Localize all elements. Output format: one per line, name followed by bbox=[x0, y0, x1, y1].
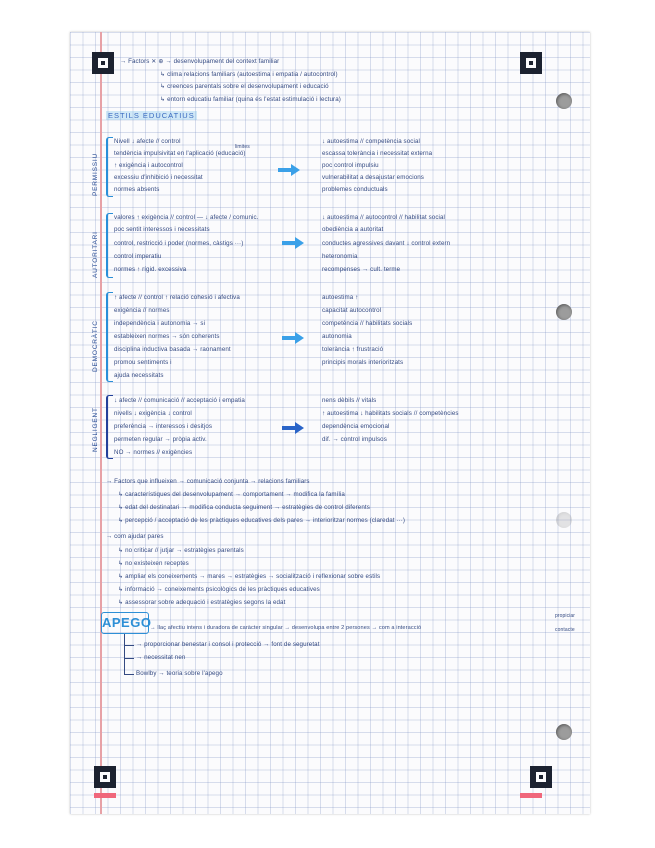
permissiu-left-3: ↑ exigència i autocontrol bbox=[114, 162, 183, 169]
apego-side-note-top: propiciar bbox=[555, 613, 576, 619]
democratic-right-1: autoestima ↑ bbox=[322, 294, 359, 301]
pink-bar-left bbox=[94, 793, 116, 798]
arrow-right-icon bbox=[282, 422, 304, 434]
apego-branch-3: Bowlby → teoria sobre l'apego bbox=[136, 670, 223, 677]
bracket-democratic bbox=[106, 292, 113, 382]
corner-mark-top-left bbox=[92, 52, 114, 74]
style-label-autoritari: AUTORITARI bbox=[92, 231, 99, 278]
autoritari-right-3: conductes agressives davant ↓ control extern bbox=[322, 240, 451, 247]
arrow-right-icon bbox=[282, 332, 304, 344]
autoritari-right-4: heteronomia bbox=[322, 253, 358, 260]
apego-box: APEGO bbox=[101, 612, 149, 634]
header-line-3: ↳ creences parentals sobre el desenvolupament i educació bbox=[160, 83, 329, 90]
negligent-left-1: ↓ afecte // comunicació // acceptació i empatia bbox=[114, 397, 245, 404]
apego-definition: → llaç afectiu intens i duradora de caràcter singular → desenvolupa entre 2 persones → com a interacció bbox=[150, 625, 422, 631]
negligent-right-2: ↑ autoestima ↓ habilitats socials // competències bbox=[322, 410, 459, 417]
corner-mark-top-right bbox=[520, 52, 542, 74]
factors-line-1: → Factors que influeixen → comunicació conjunta → relacions familiars bbox=[106, 478, 310, 485]
arrow-right-icon bbox=[282, 237, 304, 249]
democratic-left-5: disciplina inductiva basada → raonament bbox=[114, 346, 231, 353]
negligent-right-1: nens dèbils // vitals bbox=[322, 397, 377, 404]
header-line-1: → Factors ✕ ⊕ → desenvolupament del context familiar bbox=[120, 58, 280, 65]
apego-tree-line bbox=[124, 634, 125, 675]
header-line-4: ↳ entorn educatiu familiar (quina és l'estat estimulació i lectura) bbox=[160, 96, 341, 103]
permissiu-right-3: poc control impulsiu bbox=[322, 162, 379, 169]
negligent-right-4: dif. → control impulsos bbox=[322, 436, 387, 443]
parents-item-4: ↳ informació → coneixements psicològics de les pràctiques educatives bbox=[118, 586, 320, 593]
democratic-right-4: autonomia bbox=[322, 333, 352, 340]
autoritari-right-1: ↓ autoestima // autocontrol // habilitat social bbox=[322, 214, 446, 221]
democratic-left-6: promou sentiments i bbox=[114, 359, 172, 366]
apego-side-note-bottom: contacte bbox=[555, 627, 575, 633]
parents-item-2: ↳ no existeixen receptes bbox=[118, 560, 189, 567]
margin-line bbox=[100, 32, 102, 814]
autoritari-left-5: normes ↑ rígid. excessiva bbox=[114, 266, 187, 273]
style-label-democratic: DEMOCRÀTIC bbox=[92, 320, 99, 372]
binder-hole-3 bbox=[556, 512, 572, 528]
apego-branch-2: → necessitat nen bbox=[136, 654, 186, 661]
factors-line-3: ↳ edat del destinatari → modifica conducta seguiment → estratègies de control diferents bbox=[118, 504, 370, 511]
corner-mark-bottom-right bbox=[530, 766, 552, 788]
negligent-left-2: nivells ↓ exigència ↓ control bbox=[114, 410, 192, 417]
apego-tree-branch-3 bbox=[124, 674, 134, 675]
democratic-right-3: competència // habilitats socials bbox=[322, 320, 413, 327]
parents-item-1: ↳ no criticar // jutjar → estratègies parentals bbox=[118, 547, 244, 554]
binder-hole-4 bbox=[556, 724, 572, 740]
permissiu-right-5: problemes conductuals bbox=[322, 186, 388, 193]
negligent-left-4: permeten regular → pròpia activ. bbox=[114, 436, 207, 443]
autoritari-right-2: obediència a autoritat bbox=[322, 226, 384, 233]
parents-item-5: ↳ assessorar sobre adequació i estratègies segons la edat bbox=[118, 599, 286, 606]
negligent-left-5: NO → normes // exigències bbox=[114, 449, 193, 456]
arrow-right-icon bbox=[278, 164, 300, 176]
apego-branch-1: → proporcionar benestar i consol i protecció → font de seguretat bbox=[136, 641, 320, 648]
header-line-2: ↳ clima relacions familiars (autoestima i empatia / autocontrol) bbox=[160, 71, 338, 78]
bracket-autoritari bbox=[106, 213, 113, 278]
democratic-left-1: ↑ afecte // control ↑ relació cohesió i afectiva bbox=[114, 294, 240, 301]
democratic-left-2: exigència // normes bbox=[114, 307, 170, 314]
democratic-right-5: tolerància ↑ frustració bbox=[322, 346, 384, 353]
bracket-permissiu bbox=[106, 137, 113, 197]
style-label-negligent: NEGLIGENT bbox=[92, 407, 99, 452]
permissiu-left-1: Nivell ↓ afecte // control bbox=[114, 138, 181, 145]
factors-line-2: ↳ característiques del desenvolupament → comportament → modifica la família bbox=[118, 491, 345, 498]
negligent-left-3: preferència → interessos i desitjos bbox=[114, 423, 213, 430]
autoritari-left-1: valores ↑ exigència // control — ↓ afecte / comunic. bbox=[114, 214, 259, 221]
democratic-left-4: estableixen normes → són coherents bbox=[114, 333, 220, 340]
pink-bar-right bbox=[520, 793, 542, 798]
permissiu-left-5: normes absents bbox=[114, 186, 160, 193]
section-title: ESTILS EDUCATIUS bbox=[108, 111, 195, 120]
autoritari-left-4: control imperatiu bbox=[114, 253, 162, 260]
corner-mark-bottom-left bbox=[94, 766, 116, 788]
democratic-right-2: capacitat autocontrol bbox=[322, 307, 382, 314]
permissiu-right-2: escassa tolerància i necessitat externa bbox=[322, 150, 433, 157]
style-label-permissiu: PERMISSIU bbox=[92, 153, 99, 196]
democratic-right-6: principis morals interioritzats bbox=[322, 359, 404, 366]
democratic-left-7: ajuda necessitats bbox=[114, 372, 164, 379]
apego-tree-branch-2 bbox=[124, 658, 134, 659]
autoritari-right-5: recompenses → cult. terme bbox=[322, 266, 401, 273]
factors-line-4: ↳ percepció / acceptació de les pràctiques educatives dels pares → interioritzar normes (claredat ···) bbox=[118, 517, 406, 524]
autoritari-left-2: poc sentit interessos i necessitats bbox=[114, 226, 210, 233]
apego-tree-branch-1 bbox=[124, 645, 134, 646]
democratic-left-3: independència i autonomia → si bbox=[114, 320, 206, 327]
parents-item-3: ↳ ampliar els coneixements → mares → estratègies → socialització i reflexionar sobre estils bbox=[118, 573, 381, 580]
permissiu-left-4: excessiu d'inhibició i necessitat bbox=[114, 174, 203, 181]
binder-hole-1 bbox=[556, 93, 572, 109]
permissiu-note: limites bbox=[235, 144, 250, 150]
parents-title: → com ajudar pares bbox=[106, 533, 164, 540]
permissiu-right-1: ↓ autoestima // competència social bbox=[322, 138, 420, 145]
binder-hole-2 bbox=[556, 304, 572, 320]
negligent-right-3: dependència emocional bbox=[322, 423, 390, 430]
bracket-negligent bbox=[106, 395, 113, 459]
permissiu-left-2: tendència impulsivitat en l'aplicació (educació) bbox=[114, 150, 246, 157]
permissiu-right-4: vulnerabilitat a desajustar emocions bbox=[322, 174, 424, 181]
autoritari-left-3: control, restricció i poder (normes, càstigs ···) bbox=[114, 240, 244, 247]
